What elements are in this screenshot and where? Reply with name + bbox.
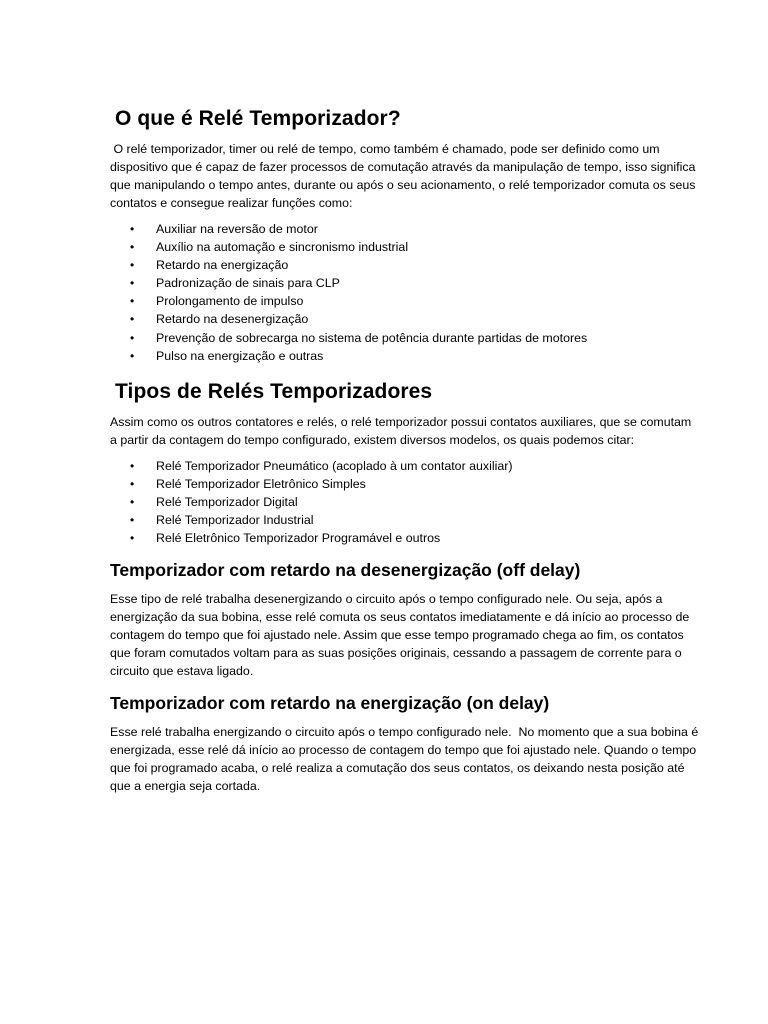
list-item: • Relé Temporizador Eletrônico Simples bbox=[130, 476, 366, 491]
list-item: • Prevenção de sobrecarga no sistema de potência durante partidas de motores bbox=[130, 330, 588, 345]
list-item: • Padronização de sinais para CLP bbox=[130, 276, 340, 291]
bullet-icon: • bbox=[130, 476, 135, 491]
bullet-icon: • bbox=[130, 294, 135, 309]
paragraph-off-delay: Esse tipo de relé trabalha desenergizando o circuito após o tempo configurado nele. Ou seja, após a energização da sua bobina, esse relé comuta os seus contatos imediatamente e dá início ao processo de contagem do tempo que foi ajustado nele. Assim que esse tempo programado chega ao fim, os contatos que foram comutados voltam para as suas posições originais, cessando a passagem de corrente para o circuito que estava ligado. bbox=[110, 592, 690, 679]
bullet-icon: • bbox=[130, 458, 135, 473]
bullet-icon: • bbox=[130, 348, 135, 363]
paragraph-intro: O relé temporizador, timer ou relé de tempo, como também é chamado, pode ser definido como um dispositivo que é capaz de fazer processos de comutação através da manipulação de tempo, isso significa que manipulando o tempo antes, durante ou após o seu acionamento, o relé temporizador comuta os seus contatos e consegue realizar funções como: bbox=[110, 142, 699, 210]
list-item: • Relé Temporizador Industrial bbox=[130, 513, 314, 528]
heading-off-delay: Temporizador com retardo na desenergização (off delay) bbox=[110, 560, 581, 581]
list-item: • Relé Eletrônico Temporizador Programável e outros bbox=[130, 531, 441, 546]
bullet-icon: • bbox=[130, 513, 135, 528]
heading-what-is-timer-relay: O que é Relé Temporizador? bbox=[115, 107, 401, 130]
bullet-icon: • bbox=[130, 240, 135, 255]
bullet-icon: • bbox=[130, 222, 135, 236]
bullet-icon: • bbox=[130, 330, 135, 345]
document-page bbox=[110, 104, 700, 803]
list-item: • Auxiliar na reversão de motor bbox=[130, 222, 318, 236]
bullet-icon: • bbox=[130, 494, 135, 509]
heading-timer-relay-types: Tipos de Relés Temporizadores bbox=[115, 379, 433, 403]
paragraph-on-delay: Esse relé trabalha energizando o circuito após o tempo configurado nele. No momento que a sua bobina é energizada, esse relé dá início ao processo de contagem do tempo que foi ajustado nele. Quando o tempo que foi programado acaba, o relé realiza a comutação dos seus contatos, os deixando nesta posição até que a energia seja cortada. bbox=[110, 725, 702, 794]
list-item: • Auxílio na automação e sincronismo industrial bbox=[130, 240, 409, 255]
bullet-icon: • bbox=[130, 531, 135, 546]
bullet-icon: • bbox=[130, 276, 135, 291]
list-item: • Relé Temporizador Digital bbox=[130, 494, 298, 509]
list-item: • Pulso na energização e outras bbox=[130, 348, 324, 363]
functions-list bbox=[110, 220, 700, 365]
heading-on-delay: Temporizador com retardo na energização (on delay) bbox=[110, 693, 550, 714]
list-item: • Relé Temporizador Pneumático (acoplado à um contator auxiliar) bbox=[130, 458, 513, 473]
list-item: • Retardo na desenergização bbox=[130, 312, 309, 327]
bullet-icon: • bbox=[130, 312, 135, 327]
types-list bbox=[110, 457, 700, 547]
list-item: • Retardo na energização bbox=[130, 258, 289, 273]
paragraph-types-intro: Assim como os outros contatores e relés, o relé temporizador possui contatos auxiliares, que se comutam a partir da contagem do tempo configurado, existem diversos modelos, os quais podemos citar: bbox=[110, 414, 692, 447]
list-item: • Prolongamento de impulso bbox=[130, 294, 304, 309]
bullet-icon: • bbox=[130, 258, 135, 273]
